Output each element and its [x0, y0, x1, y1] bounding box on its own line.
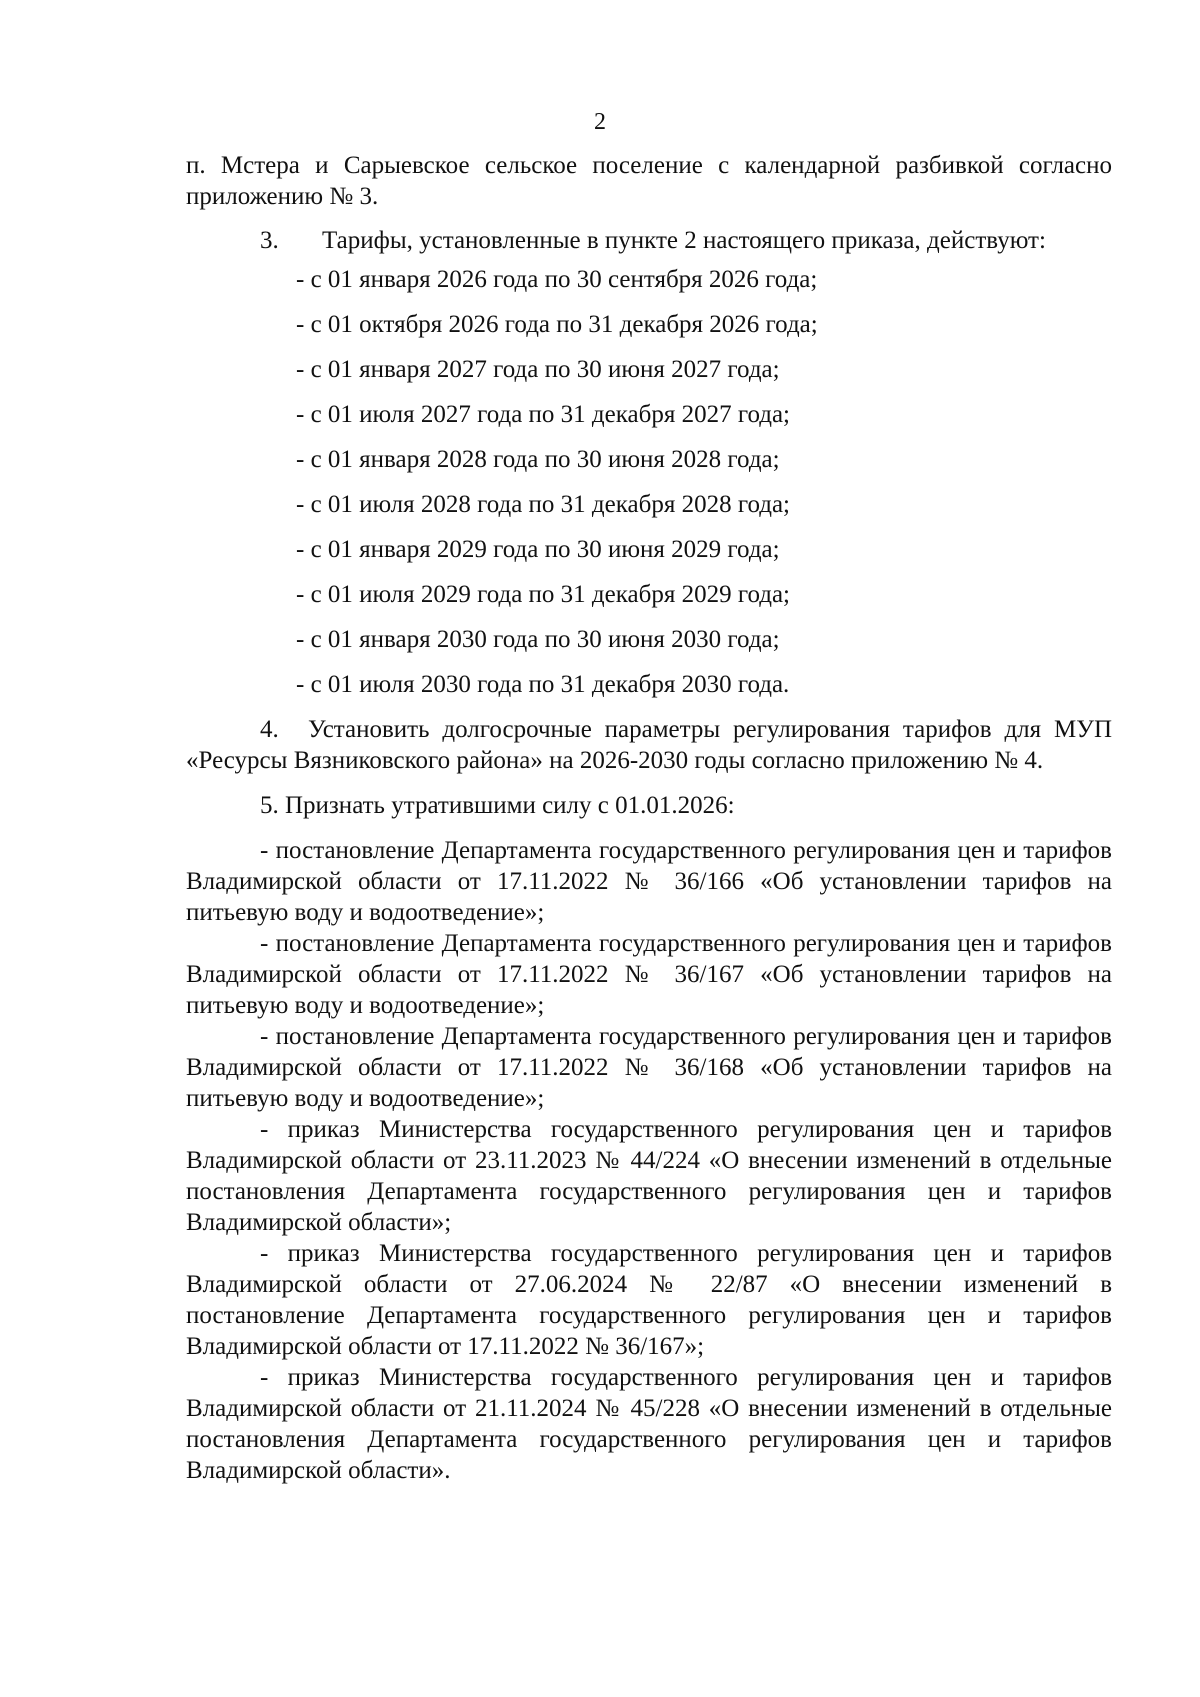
repealed-act-item: - постановление Департамента государственного регулирования цен и тарифов Владимирской области от 17.11.2022 № 36/168 «Об установлении тарифов на питьевую воду и водоотведение»; — [186, 1023, 1112, 1112]
item-4-paragraph — [186, 714, 1112, 776]
document-body — [186, 150, 1112, 1486]
repealed-acts-list — [186, 835, 1112, 1486]
tariff-period-item: - с 01 января 2027 года по 30 июня 2027 года; — [296, 356, 780, 383]
repealed-act-item: - постановление Департамента государственного регулирования цен и тарифов Владимирской области от 17.11.2022 № 36/166 «Об установлении тарифов на питьевую воду и водоотведение»; — [186, 837, 1112, 926]
item-5-title: 5. Признать утратившими силу с 01.01.2026: — [260, 792, 735, 819]
page-number: 2 — [594, 109, 606, 135]
tariff-period-item: - с 01 июля 2029 года по 31 декабря 2029 года; — [296, 581, 791, 608]
item-4-text: Установить долгосрочные параметры регулирования тарифов для МУП «Ресурсы Вязниковского района» на 2026-2030 годы согласно приложению № 4. — [186, 716, 1112, 774]
item-3-paragraph — [186, 225, 1112, 256]
tariff-period-item: - с 01 января 2030 года по 30 июня 2030 года; — [296, 626, 780, 653]
tariff-period-item: - с 01 июля 2027 года по 31 декабря 2027 года; — [296, 401, 791, 428]
item-3-number: 3. — [260, 227, 279, 254]
tariff-periods-list — [186, 264, 1112, 700]
repealed-act-item: - приказ Министерства государственного регулирования цен и тарифов Владимирской области от 27.06.2024 № 22/87 «О внесении изменений в постановление Департамента государственного регулирования цен и тарифов Владимирской области от 17.11.2022 № 36/167»; — [186, 1240, 1112, 1360]
tariff-period-item: - с 01 января 2028 года по 30 июня 2028 года; — [296, 446, 780, 473]
tariff-period-item: - с 01 января 2029 года по 30 июня 2029 года; — [296, 536, 780, 563]
intro-paragraph: п. Мстера и Сарыевское сельское поселение с календарной разбивкой согласно приложению № 3. — [186, 152, 1112, 210]
item-3-text: Тарифы, установленные в пункте 2 настоящего приказа, действуют: — [322, 227, 1046, 254]
tariff-period-item: - с 01 октября 2026 года по 31 декабря 2026 года; — [296, 311, 818, 338]
item-4-number: 4. — [260, 716, 279, 743]
repealed-act-item: - постановление Департамента государственного регулирования цен и тарифов Владимирской области от 17.11.2022 № 36/167 «Об установлении тарифов на питьевую воду и водоотведение»; — [186, 930, 1112, 1019]
tariff-period-item: - с 01 июля 2028 года по 31 декабря 2028 года; — [296, 491, 791, 518]
tariff-period-item: - с 01 июля 2030 года по 31 декабря 2030 года. — [296, 671, 790, 698]
repealed-act-item: - приказ Министерства государственного регулирования цен и тарифов Владимирской области от 21.11.2024 № 45/228 «О внесении изменений в отдельные постановления Департамента государственного регулирования цен и тарифов Владимирской области». — [186, 1364, 1112, 1484]
repealed-act-item: - приказ Министерства государственного регулирования цен и тарифов Владимирской области от 23.11.2023 № 44/224 «О внесении изменений в отдельные постановления Департамента государственного регулирования цен и тарифов Владимирской области»; — [186, 1116, 1112, 1236]
tariff-period-item: - с 01 января 2026 года по 30 сентября 2026 года; — [296, 266, 818, 293]
